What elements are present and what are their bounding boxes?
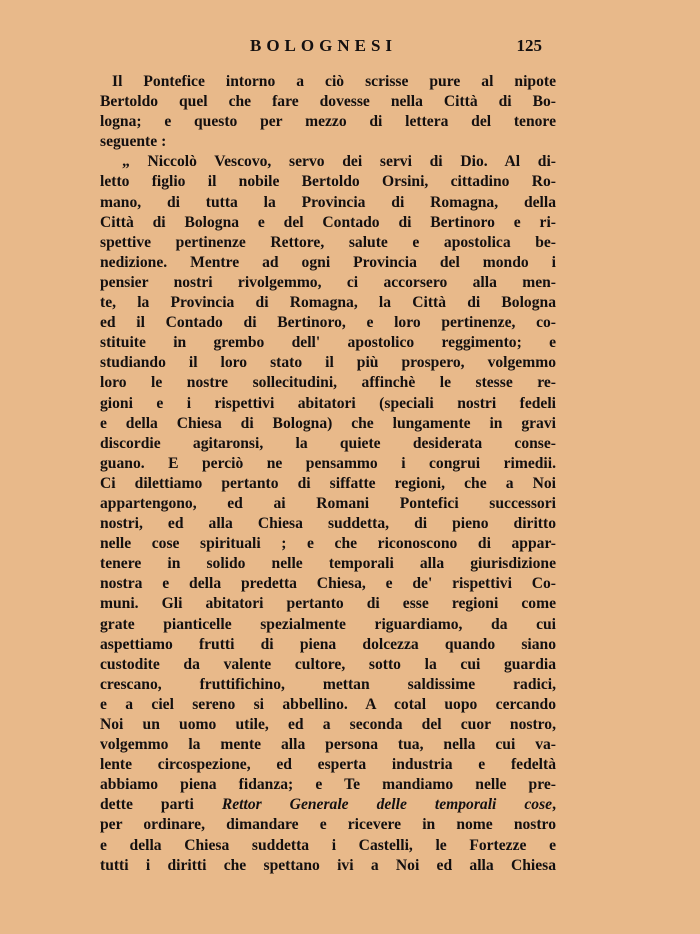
text-line	[100, 333, 556, 353]
text-line-content: Noi un uomo utile, ed a seconda del cuor nostro,	[100, 716, 556, 733]
text-line-content: grate pianticelle spezialmente riguardiamo, da cui	[100, 615, 556, 633]
text-line-content: tutti i diritti che spettano ivi a Noi ed alla Chiesa	[100, 856, 556, 874]
text-line-content: per ordinare, dimandare e ricevere in nome nostro	[100, 816, 556, 834]
text-line	[100, 494, 556, 514]
text-line	[100, 213, 556, 233]
text-line	[100, 152, 556, 172]
trailing-punctuation: ,	[552, 796, 556, 814]
text-line-content: lente circospezione, ed esperta industria e fedeltà	[100, 756, 556, 774]
body-text	[100, 72, 556, 876]
text-line-content: custodite da valente cultore, sotto la cui guardia	[100, 655, 556, 673]
text-line	[100, 373, 556, 393]
text-line-content: abbiamo piena fidanza; e Te mandiamo nelle pre-	[100, 776, 556, 794]
text-line-content: loro le nostre sollecitudini, affinchè le stesse re-	[100, 374, 556, 392]
text-line	[100, 514, 556, 534]
text-line	[100, 414, 556, 434]
text-line	[100, 172, 556, 192]
text-line	[100, 615, 556, 635]
text-line-content: spettive pertinenze Rettore, salute e apostolica be-	[100, 233, 556, 251]
text-line-content: pensier nostri rivolgemmo, ci accorsero alla men-	[100, 273, 556, 291]
text-line	[100, 795, 556, 815]
text-line	[100, 675, 556, 695]
text-line	[100, 293, 556, 313]
text-line-content: nelle cose spirituali ; e che riconoscono di appar-	[100, 535, 556, 553]
text-line	[100, 594, 556, 614]
text-line	[100, 534, 556, 554]
text-line-content: „ Niccolò Vescovo, servo dei servi di Dio. Al di-	[122, 153, 556, 171]
text-line-content: e della Chiesa suddetta i Castelli, le Fortezze e	[100, 836, 556, 854]
text-line-content: Città di Bologna e del Contado di Bertinoro e ri-	[100, 213, 556, 231]
text-line	[100, 92, 556, 112]
text-line	[100, 554, 556, 574]
text-line	[100, 273, 556, 293]
text-line-content: Bertoldo quel che fare dovesse nella Città di Bo-	[100, 93, 556, 111]
text-line	[100, 856, 556, 876]
text-line	[100, 815, 556, 835]
text-line	[100, 454, 556, 474]
text-line	[100, 434, 556, 454]
page-number: 125	[516, 36, 542, 55]
text-line-content: logna; e questo per mezzo di lettera del tenore	[100, 113, 556, 131]
text-line	[100, 132, 556, 152]
text-line-content: crescano, fruttifichino, mettan saldissime radici,	[100, 675, 556, 693]
text-line-content: seguente :	[100, 133, 167, 151]
text-line	[100, 193, 556, 213]
text-line	[100, 836, 556, 856]
running-title: BOLOGNESI	[250, 36, 398, 55]
text-line-content: muni. Gli abitatori pertanto di esse regioni come	[100, 595, 556, 613]
text-line	[100, 474, 556, 494]
text-line	[100, 233, 556, 253]
text-line	[100, 755, 556, 775]
italic-phrase: Rettor Generale delle temporali cose	[221, 796, 553, 814]
text-line-content: stituite in grembo dell' apostolico reggimento; e	[100, 334, 556, 352]
text-line	[100, 715, 556, 735]
text-line-content: guano. E perciò ne pensammo i congrui rimedii.	[100, 454, 556, 472]
text-line	[100, 574, 556, 594]
text-line-content: volgemmo la mente alla persona tua, nella cui va-	[100, 736, 556, 754]
text-line-content: gioni e i rispettivi abitatori (speciali nostri fedeli	[100, 394, 556, 412]
text-line	[100, 635, 556, 655]
text-line-content: e della Chiesa di Bologna) che lungamente in gravi	[100, 414, 556, 432]
text-line-content: tenere in solido nelle temporali alla giurisdizione	[100, 555, 556, 573]
text-line-content: appartengono, ed ai Romani Pontefici successori	[100, 494, 556, 512]
text-line-content: nostri, ed alla Chiesa suddetta, di pieno diritto	[100, 515, 556, 533]
text-line-content: nostra e della predetta Chiesa, e de' rispettivi Co-	[100, 575, 556, 593]
text-line-content: mano, di tutta la Provincia di Romagna, della	[100, 193, 556, 211]
text-line-content: e a ciel sereno si abbellino. A cotal uopo cercando	[100, 695, 556, 713]
text-line-content: Il Pontefice intorno a ciò scrisse pure al nipote	[112, 73, 556, 90]
text-line	[100, 775, 556, 795]
running-head	[100, 36, 560, 58]
text-line-content: letto figlio il nobile Bertoldo Orsini, cittadino Ro-	[100, 173, 556, 191]
text-line-content: nedizione. Mentre ad ogni Provincia del mondo i	[100, 253, 556, 271]
text-line-content: studiando il loro stato il più prospero, volgemmo	[100, 354, 556, 372]
text-line	[100, 394, 556, 414]
text-line-content: te, la Provincia di Romagna, la Città di Bologna	[100, 294, 556, 312]
text-line	[100, 353, 556, 373]
text-line	[100, 313, 556, 333]
text-line-content: discordie agitaronsi, la quiete desiderata conse-	[100, 434, 556, 452]
text-line	[100, 253, 556, 273]
text-line	[100, 695, 556, 715]
text-line-content: ed il Contado di Bertinoro, e loro pertinenze, co-	[100, 314, 556, 332]
text-line	[100, 72, 556, 92]
text-line-content: Ci dilettiamo pertanto di siffatte regioni, che a Noi	[100, 474, 556, 492]
text-line	[100, 112, 556, 132]
text-line	[100, 655, 556, 675]
text-line	[100, 735, 556, 755]
text-line-content: aspettiamo frutti di piena dolcezza quando siano	[100, 635, 556, 653]
text-line-content: dette parti	[100, 796, 194, 814]
